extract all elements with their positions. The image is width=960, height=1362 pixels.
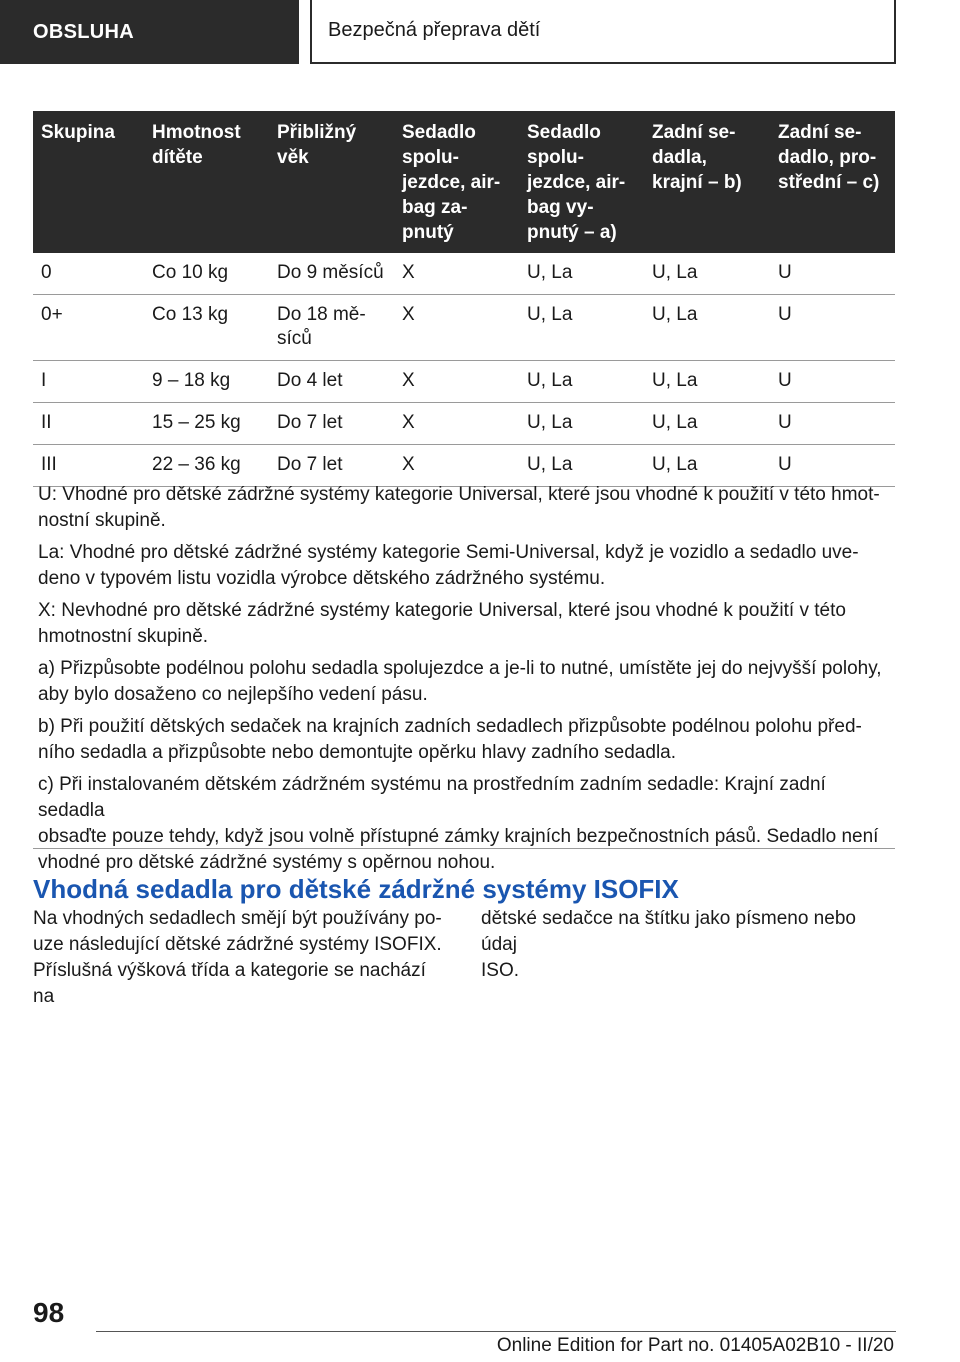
col-header-text: Sedadlo spolu- jezdce, air- bag vy- pnutý – a) bbox=[527, 122, 626, 243]
note-la: La: Vhodné pro dětské zádržné systémy kategorie Semi-Universal, když je vozidlo a sedadlo uve- deno v typovém listu vozidla výrobce dětského zádržného systému. bbox=[38, 542, 859, 589]
col-header bbox=[519, 111, 644, 253]
note-u: U: Vhodné pro dětské zádržné systémy kategorie Universal, které jsou vhodné k použití v této hmot- nostní skupině. bbox=[38, 484, 880, 531]
col-header bbox=[144, 111, 269, 253]
table-cell: Do 7 let bbox=[269, 445, 394, 487]
note-a: a) Přizpůsobte podélnou polohu sedadla spolujezdce a je-li to nutné, umístěte jej do nejvyšší polohy, aby bylo dosaženo co nejlepšího vedení pásu. bbox=[38, 658, 882, 705]
table-cell: U, La bbox=[519, 445, 644, 487]
table-row bbox=[33, 361, 895, 403]
table-cell: X bbox=[394, 445, 519, 487]
col-header-text: Zadní se- dadla, krajní – b) bbox=[652, 122, 742, 193]
table-cell: 0+ bbox=[33, 295, 144, 361]
col-header: Skupina bbox=[33, 111, 144, 253]
table-cell: I bbox=[33, 361, 144, 403]
table-cell-text: Do 18 mě- síců bbox=[277, 304, 366, 349]
table-cell: U bbox=[770, 253, 895, 295]
table-row bbox=[33, 253, 895, 295]
table-cell: U, La bbox=[644, 361, 770, 403]
col-header-text: Hmotnost dítěte bbox=[152, 122, 241, 168]
table-cell: 22 – 36 kg bbox=[144, 445, 269, 487]
table-cell: U bbox=[770, 295, 895, 361]
notes-divider bbox=[33, 848, 895, 849]
table-cell: U, La bbox=[519, 253, 644, 295]
table-cell: 15 – 25 kg bbox=[144, 403, 269, 445]
table-header-row bbox=[33, 111, 895, 253]
table-cell: U bbox=[770, 445, 895, 487]
footer-divider bbox=[96, 1331, 896, 1332]
table-cell: Do 7 let bbox=[269, 403, 394, 445]
col-header-text: Přibližný věk bbox=[277, 122, 357, 168]
section-title: Vhodná sedadla pro dětské zádržné systémy ISOFIX bbox=[33, 874, 679, 904]
table-row bbox=[33, 403, 895, 445]
topic-tab: Bezpečná přeprava dětí bbox=[310, 0, 896, 64]
col-header bbox=[770, 111, 895, 253]
col-header-text: Sedadlo spolu- jezdce, air- bag za- pnutý bbox=[402, 122, 501, 243]
chapter-tab: OBSLUHA bbox=[0, 0, 299, 64]
table-cell: U, La bbox=[519, 361, 644, 403]
table-notes bbox=[38, 482, 890, 882]
page-number: 98 bbox=[33, 1297, 65, 1328]
edition-footer: Online Edition for Part no. 01405A02B10 - II/20 bbox=[496, 1335, 894, 1356]
col-header-text: Zadní se- dadlo, pro- střední – c) bbox=[778, 122, 880, 193]
table-row bbox=[33, 445, 895, 487]
col-header bbox=[269, 111, 394, 253]
body-text-right: dětské sedačce na štítku jako písmeno nebo údaj ISO. bbox=[481, 908, 856, 981]
page-header bbox=[0, 0, 960, 66]
table-cell: U bbox=[770, 403, 895, 445]
table-cell bbox=[269, 295, 394, 361]
table-cell: X bbox=[394, 253, 519, 295]
child-seat-group-table bbox=[33, 111, 895, 487]
col-header bbox=[644, 111, 770, 253]
table-cell: X bbox=[394, 361, 519, 403]
note-b: b) Při použití dětských sedaček na krajních zadních sedadlech přizpůsobte podélnou polohu před- ního sedadla a přizpůsobte nebo demontujte opěrku hlavy zadního sedadla. bbox=[38, 716, 862, 763]
table-cell: III bbox=[33, 445, 144, 487]
note-c: c) Při instalovaném dětském zádržném systému na prostředním zadním sedadle: Krajní zadní sedadla obsaďte pouze tehdy, když jsou volně přístupné zámky krajních bezpečnostních pásů. Sedadlo není vhodné pro dětské zádržné systémy s opěrnou nohou. bbox=[38, 774, 879, 873]
table-cell: U bbox=[770, 361, 895, 403]
table-cell: Do 9 měsíců bbox=[269, 253, 394, 295]
table-row bbox=[33, 295, 895, 361]
table-cell: U, La bbox=[644, 445, 770, 487]
table-cell: 9 – 18 kg bbox=[144, 361, 269, 403]
table-cell: U, La bbox=[644, 253, 770, 295]
note-x: X: Nevhodné pro dětské zádržné systémy kategorie Universal, které jsou vhodné k použití v této hmotnostní skupině. bbox=[38, 600, 846, 647]
table-cell: X bbox=[394, 295, 519, 361]
table-cell: U, La bbox=[519, 403, 644, 445]
table-cell: Do 4 let bbox=[269, 361, 394, 403]
col-header bbox=[394, 111, 519, 253]
table-cell: II bbox=[33, 403, 144, 445]
table-cell: U, La bbox=[644, 403, 770, 445]
table-cell: 0 bbox=[33, 253, 144, 295]
table-cell: Co 10 kg bbox=[144, 253, 269, 295]
table-cell: U, La bbox=[519, 295, 644, 361]
table-cell: U, La bbox=[644, 295, 770, 361]
table-cell: X bbox=[394, 403, 519, 445]
body-text-left: Na vhodných sedadlech smějí být používány po- uze následující dětské zádržné systémy ISOFIX. Příslušná výšková třída a kategorie se nachází na bbox=[33, 908, 442, 1007]
table-cell: Co 13 kg bbox=[144, 295, 269, 361]
